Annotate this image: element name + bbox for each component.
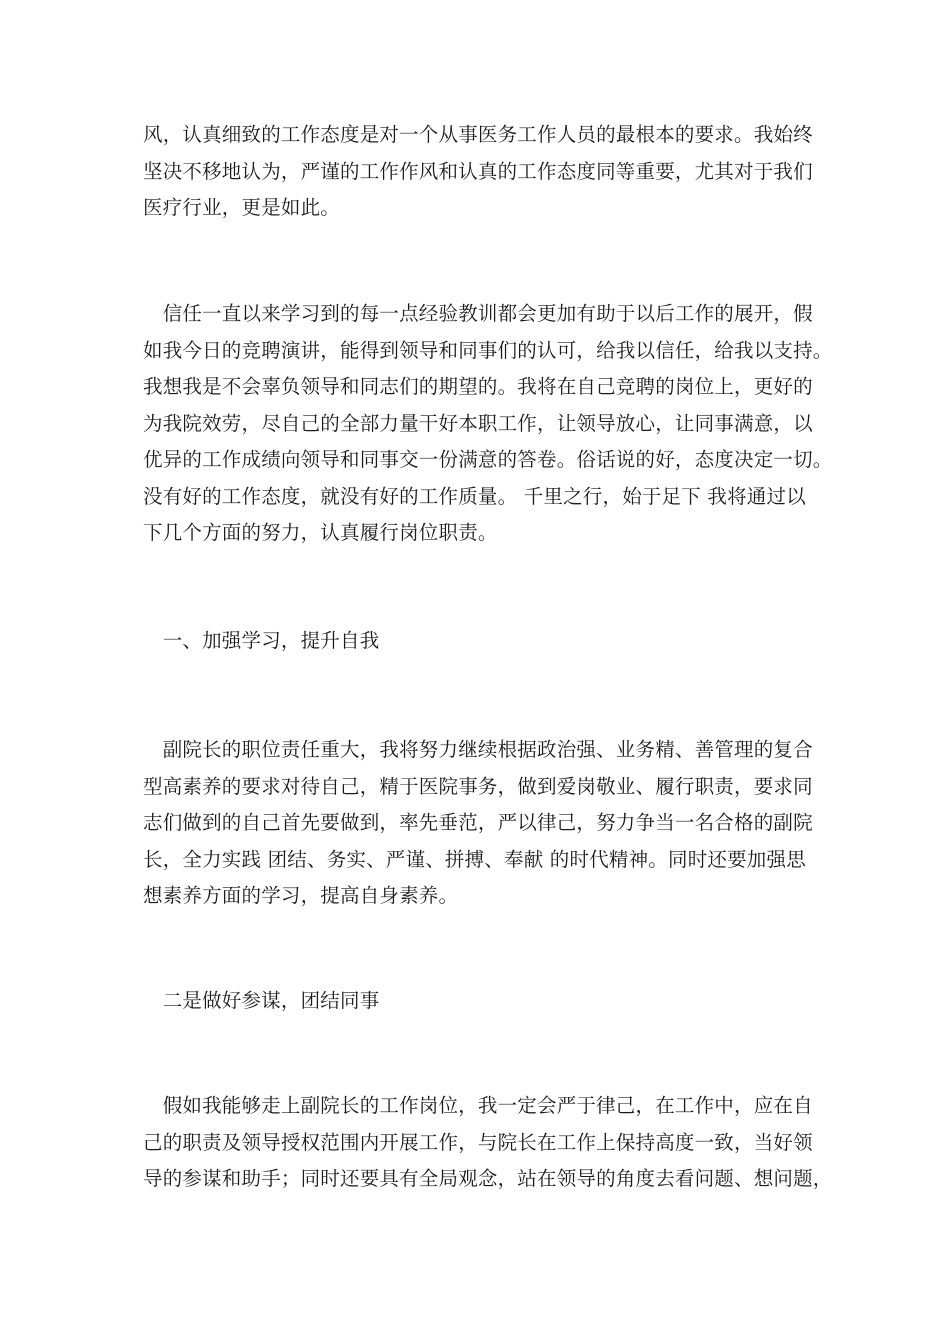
text-line: 坚决不移地认为，严谨的工作作风和认真的工作态度同等重要，尤其对于我们 (143, 159, 813, 183)
text-line: 长，全力实践 团结、务实、严谨、拼搏、奉献 的时代精神。同时还要加强思 (143, 847, 806, 871)
text-line: 风，认真细致的工作态度是对一个从事医务工作人员的最根本的要求。我始终 (143, 123, 813, 146)
paragraph-work-attitude (143, 117, 813, 227)
section-heading-advisor (143, 983, 803, 1020)
text-line: 如我今日的竞聘演讲，能得到领导和同事们的认可，给我以信任，给我以支持。 (143, 338, 833, 362)
text-line: 导的参谋和助手；同时还要具有全局观念，站在领导的角度去看问题、想问题， (143, 1167, 833, 1190)
text-line: 假如我能够走上副院长的工作岗位，我一定会严于律己，在工作中，应在自 (143, 1094, 813, 1117)
paragraph-self-discipline (143, 1088, 833, 1198)
text-line: 志们做到的自己首先要做到，率先垂范，严以律己，努力争当一名合格的副院 (143, 811, 813, 834)
text-line: 下几个方面的努力，认真履行岗位职责。 (143, 521, 498, 544)
text-line: 优异的工作成绩向领导和同事交一份满意的答卷。俗话说的好，态度决定一切。 (143, 448, 833, 471)
text-line: 没有好的工作态度，就没有好的工作质量。 千里之行，始于足下 我将通过以 (143, 484, 806, 508)
paragraph-trust (143, 296, 833, 552)
heading-text: 一、加强学习，提升自我 (143, 629, 380, 652)
section-heading-study (143, 623, 803, 660)
text-line: 想素养方面的学习，提高自身素养。 (143, 884, 459, 907)
text-line: 型高素养的要求对待自己，精于医院事务，做到爱岗敬业、履行职责，要求同 (143, 774, 813, 798)
heading-text: 二是做好参谋，团结同事 (143, 989, 380, 1012)
text-line: 信任一直以来学习到的每一点经验教训都会更加有助于以后工作的展开，假 (143, 302, 813, 325)
paragraph-vice-president-duty (143, 732, 813, 915)
text-line: 为我院效劳，尽自己的全部力量干好本职工作，让领导放心，让同事满意，以 (143, 411, 813, 435)
text-line: 我想我是不会辜负领导和同志们的期望的。我将在自己竞聘的岗位上，更好的 (143, 375, 813, 398)
text-line: 己的职责及领导授权范围内开展工作，与院长在工作上保持高度一致，当好领 (143, 1130, 813, 1154)
text-line: 医疗行业，更是如此。 (143, 196, 341, 219)
text-line: 副院长的职位责任重大，我将努力继续根据政治强、业务精、善管理的复合 (143, 738, 813, 761)
